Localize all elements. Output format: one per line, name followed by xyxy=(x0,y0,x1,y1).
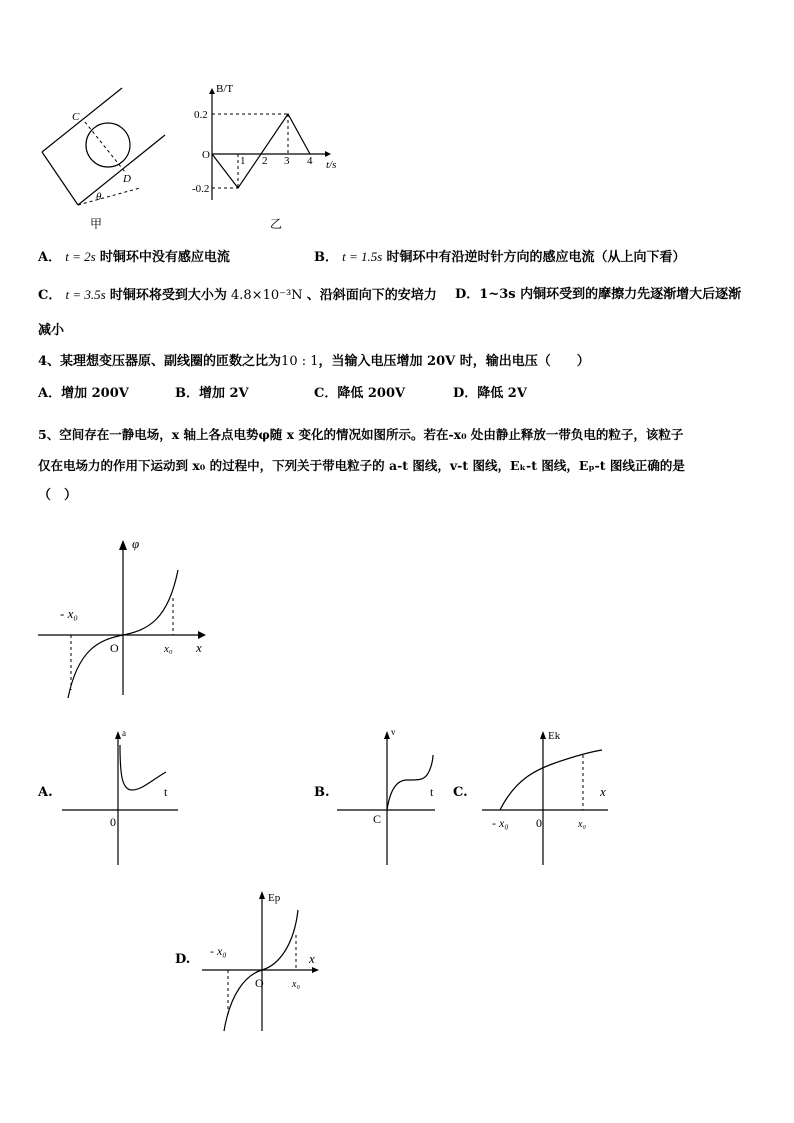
x0-label: x₀ xyxy=(578,819,586,830)
q4-option-a: A．增加 200V xyxy=(38,386,129,401)
tick-1: 1 xyxy=(240,155,246,167)
ek-curve xyxy=(500,750,602,810)
q3-a-letter: A． xyxy=(38,250,62,265)
label-theta: θ xyxy=(96,191,102,203)
y-axis-arrow xyxy=(119,540,127,550)
x-axis-label: x xyxy=(309,951,315,966)
neg-x0-label: - x₀ xyxy=(210,944,227,958)
q4-option-d: D．降低 2V xyxy=(453,386,527,401)
option-c-label: C. xyxy=(453,785,468,800)
q5-line-2: 仅在电场力的作用下运动到 x₀ 的过程中，下列关于带电粒子的 a-t 图线，v-t 图线，Eₖ-t 图线，Eₚ-t 图线正确的是 xyxy=(38,458,685,473)
x-axis-label: x xyxy=(196,640,202,655)
copper-ring xyxy=(86,123,130,167)
x-axis-label: t/s xyxy=(326,159,337,171)
q3-d-continuation: 减小 xyxy=(38,323,65,338)
q3-d-letter: D． xyxy=(455,287,480,302)
neg-x0-label: - x₀ xyxy=(60,606,78,621)
origin-label: O xyxy=(202,149,210,161)
q4-stem-part2: ，当输入电压增加 20V 时，输出电压（ ） xyxy=(318,354,590,369)
x-axis-arrow xyxy=(325,151,331,157)
q3-d-text1: 1~3s 内铜环受到的摩擦力先逐渐增大后逐渐 xyxy=(479,287,742,302)
y-axis-label: φ xyxy=(132,536,140,551)
y-axis-arrow xyxy=(384,731,390,739)
graph-option-b xyxy=(335,725,450,870)
origin-label: 0 xyxy=(536,816,542,830)
option-d-label: D. xyxy=(175,952,191,967)
q3-c-value: 4.8×10⁻³N xyxy=(231,288,303,303)
q3-option-b xyxy=(314,248,686,267)
tick-2: 2 xyxy=(262,155,268,167)
origin-label: O xyxy=(255,976,264,990)
origin-label: 0 xyxy=(110,815,116,829)
x0-label: x₀ xyxy=(292,979,300,990)
y-axis-label: B/T xyxy=(216,83,234,95)
x-axis-arrow xyxy=(198,631,206,639)
q4-stem-part1: 4、某理想变压器原、副线圈的匝数之比为 xyxy=(38,354,282,369)
q3-option-d xyxy=(455,286,741,304)
q4-stem xyxy=(38,353,590,371)
horizontal-reference xyxy=(78,188,140,205)
incline-bottom-edge xyxy=(42,152,78,205)
v-t-curve xyxy=(387,755,433,810)
q3-c-letter: C． xyxy=(38,288,62,303)
q3-c-text1: 时铜环将受到大小为 xyxy=(109,288,227,303)
y-axis-label: Ek xyxy=(548,730,561,742)
label-c: C xyxy=(72,111,80,123)
q3-b-letter: B． xyxy=(314,250,338,265)
q3-c-text2: 、沿斜面向下的安培力 xyxy=(306,288,437,303)
x-axis-arrow xyxy=(312,967,319,973)
caption-jia: 甲 xyxy=(90,217,103,231)
q3-option-c xyxy=(38,286,437,305)
x-axis-label: t xyxy=(164,785,168,799)
x-axis-label: t xyxy=(430,785,434,799)
tick-4: 4 xyxy=(307,155,313,167)
y-axis-label: a xyxy=(122,728,126,738)
origin-label: C xyxy=(373,812,382,826)
q3-a-time: t = 2s xyxy=(65,249,96,264)
y-axis-arrow xyxy=(115,731,121,739)
y-axis-arrow xyxy=(209,88,215,94)
phi-x-graph xyxy=(30,530,220,705)
caption-yi: 乙 xyxy=(270,217,283,231)
tick-3: 3 xyxy=(284,155,290,167)
graph-option-c xyxy=(480,725,620,870)
q4-option-c: C．降低 200V xyxy=(314,386,406,401)
q3-c-time: t = 3.5s xyxy=(65,287,106,302)
q5-line-1: 5、空间存在一静电场，x 轴上各点电势φ随 x 变化的情况如图所示。若在-x₀ 处由静止释放一带负电的粒子，该粒子 xyxy=(38,427,684,442)
graph-option-a xyxy=(60,725,190,870)
incline-rail-top xyxy=(42,88,122,152)
q3-b-time: t = 1.5s xyxy=(342,249,383,264)
q3-a-text: 时铜环中没有感应电流 xyxy=(99,250,230,265)
option-b-label: B. xyxy=(314,785,330,800)
neg-x0-label: - x₀ xyxy=(492,816,509,830)
y-axis-arrow xyxy=(259,891,265,899)
label-d: D xyxy=(123,173,131,185)
q4-ratio: 10 : 1 xyxy=(281,354,319,369)
incline-rail-bottom xyxy=(78,135,165,205)
x-axis-label: x xyxy=(600,784,606,799)
tick-0-2: 0.2 xyxy=(194,109,208,121)
a-t-curve xyxy=(120,745,166,790)
ring-diameter-cd xyxy=(85,122,125,172)
graph-option-d xyxy=(200,885,335,1035)
y-axis-arrow xyxy=(540,731,546,739)
y-axis-label: Ep xyxy=(268,892,281,904)
q3-b-text: 时铜环中有沿逆时针方向的感应电流（从上向下看） xyxy=(386,250,686,265)
figure-jia xyxy=(30,80,190,250)
b-t-line xyxy=(212,114,310,188)
origin-label: O xyxy=(110,641,119,655)
q5-line-3: （ ） xyxy=(38,488,78,503)
q4-option-b: B．增加 2V xyxy=(175,386,249,401)
q3-option-a xyxy=(38,248,230,267)
y-axis-label: v xyxy=(391,727,396,737)
figure-yi xyxy=(190,80,350,250)
x0-label: x₀ xyxy=(164,643,173,655)
option-a-label: A. xyxy=(38,785,53,800)
tick-neg-0-2: -0.2 xyxy=(192,183,210,195)
